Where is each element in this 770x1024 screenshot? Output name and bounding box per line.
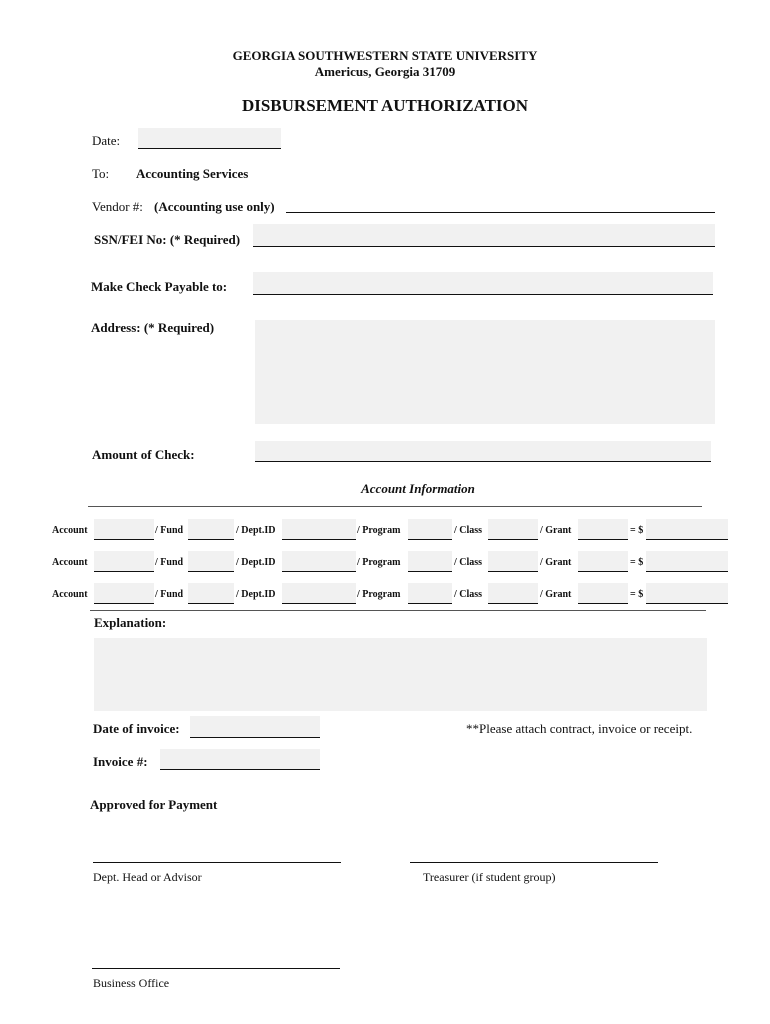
dept-head-label: Dept. Head or Advisor [93,870,202,884]
fund-label: / Fund [155,525,184,536]
dept-field[interactable] [282,519,356,540]
fund-label: / Fund [155,557,184,568]
amount-equals-label: = $ [630,525,644,536]
account-label: Account [52,589,88,600]
amount-field[interactable] [255,441,711,462]
fund-label: / Fund [155,589,184,600]
vendor-label: Vendor #: [92,199,143,214]
account-label: Account [52,557,88,568]
grant-field[interactable] [578,519,628,540]
amount-label: Amount of Check: [92,447,195,462]
grant-field[interactable] [578,551,628,572]
account-info-top-rule [88,500,702,507]
class-label: / Class [454,525,483,536]
class-field[interactable] [488,583,538,604]
grant-label: / Grant [540,525,572,536]
account-info-title: Account Information [361,481,475,496]
amount-equals-label: = $ [630,589,644,600]
class-field[interactable] [488,551,538,572]
treasurer-signature-line[interactable] [410,852,658,863]
dept-field[interactable] [282,551,356,572]
form-title: DISBURSEMENT AUTHORIZATION [241,96,529,115]
dept-label: / Dept.ID [236,589,276,600]
invoice-date-field[interactable] [190,716,320,738]
payable-field[interactable] [253,272,713,295]
account-row [52,557,730,575]
dept-head-signature-line[interactable] [93,852,341,863]
account-field[interactable] [94,583,154,604]
amount-equals-label: = $ [630,557,644,568]
date-label: Date: [92,133,121,148]
payable-label: Make Check Payable to: [91,279,228,294]
class-label: / Class [454,589,483,600]
account-amount-field[interactable] [646,583,728,604]
address-label: Address: (* Required) [91,320,215,335]
program-label: / Program [357,589,401,600]
to-label: To: [92,166,110,181]
to-value: Accounting Services [136,166,249,181]
business-office-signature-line[interactable] [92,958,340,969]
address-field[interactable] [255,320,715,424]
attach-note: **Please attach contract, invoice or receipt. [466,721,693,736]
vendor-field [286,199,715,213]
dept-field[interactable] [282,583,356,604]
dept-label: / Dept.ID [236,557,276,568]
account-field[interactable] [94,551,154,572]
grant-label: / Grant [540,589,572,600]
ssn-field[interactable] [253,224,715,247]
treasurer-label: Treasurer (if student group) [423,870,556,884]
grant-field[interactable] [578,583,628,604]
invoice-date-label: Date of invoice: [93,721,180,736]
account-amount-field[interactable] [646,519,728,540]
business-office-label: Business Office [93,976,170,990]
program-field[interactable] [408,583,452,604]
institution-name: GEORGIA SOUTHWESTERN STATE UNIVERSITY [232,48,538,63]
date-field[interactable] [138,128,281,149]
explanation-label: Explanation: [94,615,167,630]
account-field[interactable] [94,519,154,540]
fund-field[interactable] [188,519,234,540]
program-field[interactable] [408,519,452,540]
account-label: Account [52,525,88,536]
program-field[interactable] [408,551,452,572]
invoice-number-label: Invoice #: [93,754,148,769]
grant-label: / Grant [540,557,572,568]
account-row [52,525,730,543]
account-info-bottom-rule [90,604,706,611]
invoice-number-field[interactable] [160,749,320,770]
explanation-field[interactable] [94,638,707,711]
class-label: / Class [454,557,483,568]
ssn-label: SSN/FEI No: (* Required) [94,232,241,247]
approved-label: Approved for Payment [90,797,218,812]
program-label: / Program [357,557,401,568]
account-amount-field[interactable] [646,551,728,572]
class-field[interactable] [488,519,538,540]
dept-label: / Dept.ID [236,525,276,536]
fund-field[interactable] [188,583,234,604]
institution-location: Americus, Georgia 31709 [314,64,456,79]
vendor-note: (Accounting use only) [154,199,275,214]
fund-field[interactable] [188,551,234,572]
program-label: / Program [357,525,401,536]
